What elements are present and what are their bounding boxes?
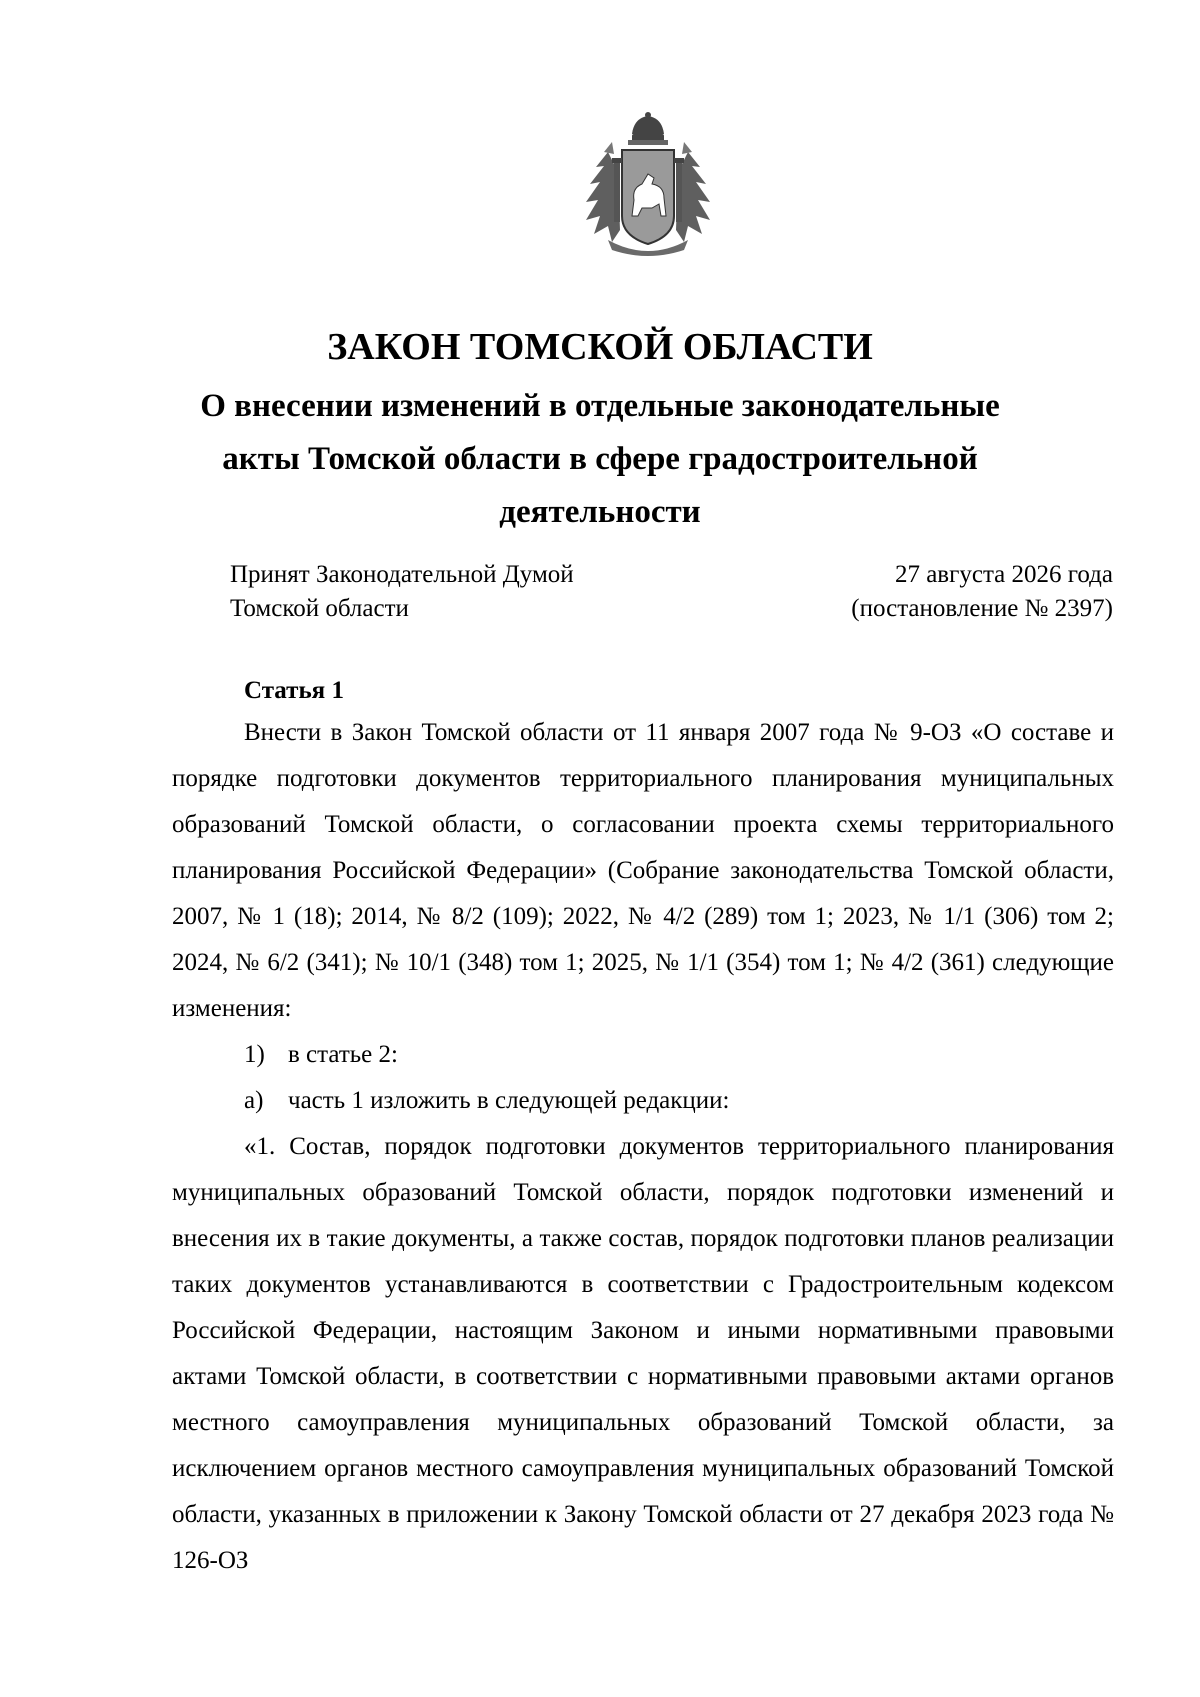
tomsk-oblast-coat-of-arms-icon	[568, 112, 728, 262]
document-title: ЗАКОН ТОМСКОЙ ОБЛАСТИ	[327, 326, 873, 368]
resolution-number-line: (постановление № 2397)	[851, 595, 1113, 622]
list-item-1-text: в статье 2:	[288, 1041, 398, 1068]
adoption-date	[851, 558, 1113, 626]
adoption-authority-line-2: Томской области	[230, 595, 409, 622]
article-intro-paragraph: Внести в Закон Томской области от 11 января 2007 года № 9-ОЗ «О составе и порядке подготовки документов территориального планирования муниципальных образований Томской области, о согласовании проекта схемы территориального планирования Российской Федерации» (Собрание законодательства Томской области, 2007, № 1 (18); 2014, № 8/2 (109); 2022, № 4/2 (289) том 1; 2023, № 1/1 (306) том 2; 2024, № 6/2 (341); № 10/1 (348) том 1; 2025, № 1/1 (354) том 1; № 4/2 (361) следующие изменения:	[172, 719, 1114, 1022]
adoption-date-line: 27 августа 2026 года	[894, 561, 1113, 588]
document-subtitle: О внесении изменений в отдельные законодательные акты Томской области в сфере градостроительной деятельности	[200, 388, 1000, 530]
quoted-amendment-paragraph: «1. Состав, порядок подготовки документов территориального планирования муниципальных образований Томской области, порядок подготовки изменений и внесения их в такие документы, а также состав, порядок подготовки планов реализации таких документов устанавливаются в соответствии с Градостроительным кодексом Российской Федерации, настоящим Законом и иными нормативными правовыми актами Томской области, в соответствии с нормативными правовыми актами органов местного самоуправления муниципальных образований Томской области, за исключением органов местного самоуправления муниципальных образований Томской области, указанных в приложении к Закону Томской области от 27 декабря 2023 года № 126-ОЗ	[172, 1133, 1114, 1574]
coat-of-arms-emblem	[568, 112, 728, 262]
list-item-1-number: 1)	[244, 1041, 265, 1068]
list-item-a	[172, 1078, 1114, 1124]
adoption-authority	[230, 558, 574, 626]
article-heading: Статья 1	[244, 677, 344, 704]
list-item-1	[172, 1032, 1114, 1078]
list-item-a-text: часть 1 изложить в следующей редакции:	[288, 1087, 730, 1114]
article-body	[172, 710, 1114, 1584]
list-item-a-letter: а)	[244, 1087, 264, 1114]
adoption-authority-line-1: Принят Законодательной Думой	[230, 561, 574, 588]
